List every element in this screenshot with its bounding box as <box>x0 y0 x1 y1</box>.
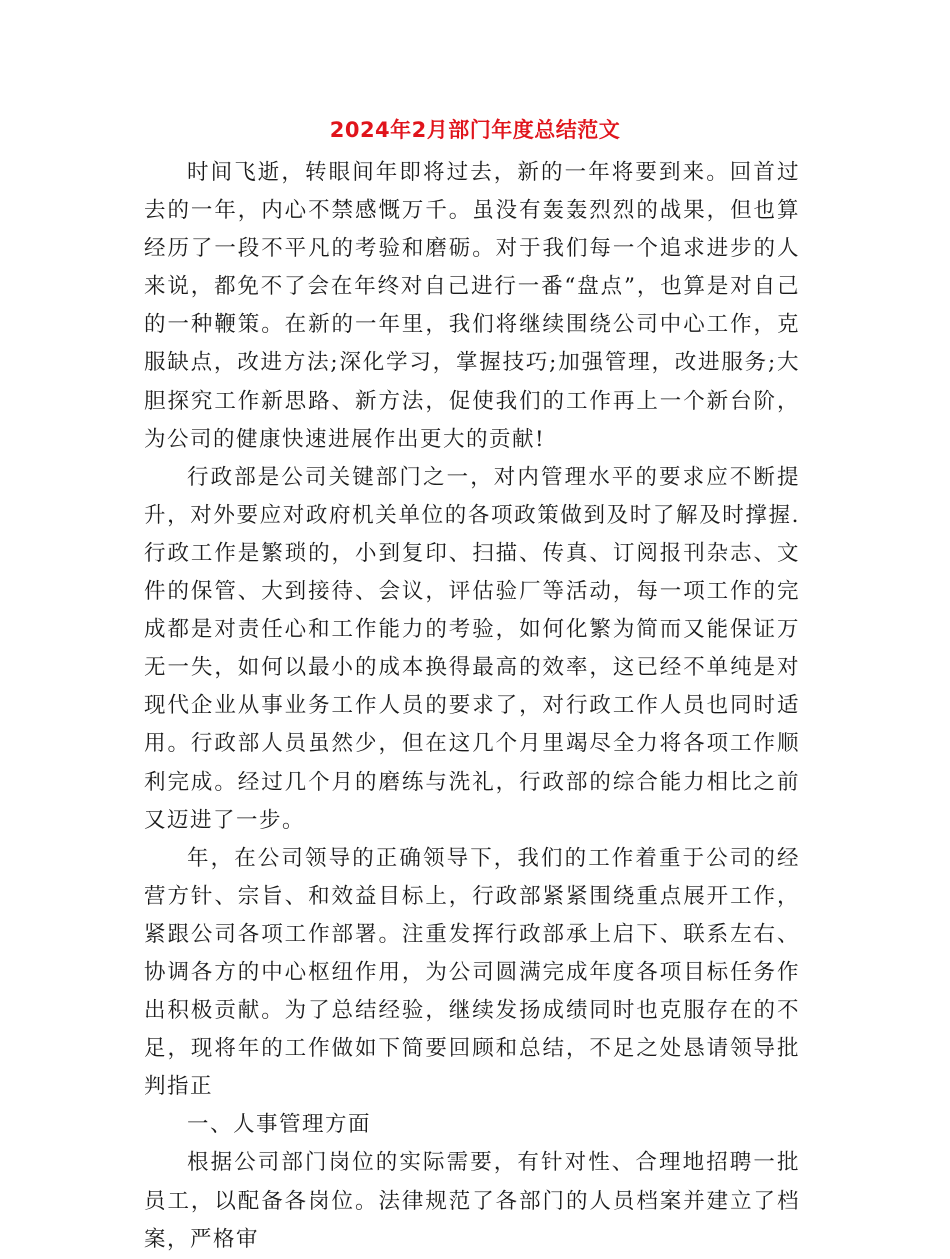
paragraph-annual-work: 年，在公司领导的正确领导下，我们的工作着重于公司的经营方针、宗旨、和效益目标上，行政部紧紧围绕重点展开工作，紧跟公司各项工作部署。注重发挥行政部承上启下、联系左右、协调各方的中心枢纽作用，为公司圆满完成年度各项目标任务作出积极贡献。为了总结经验，继续发扬成绩同时也克服存在的不足，现将年的工作做如下简要回顾和总结，不足之处恳请领导批判指正 <box>144 845 800 1100</box>
paragraph-admin-department: 行政部是公司关键部门之一，对内管理水平的要求应不断提升，对外要应对政府机关单位的各项政策做到及时了解及时撑握.行政工作是繁琐的，小到复印、扫描、传真、订阅报刊杂志、文件的保管、大到接待、会议，评估验厂等活动，每一项工作的完成都是对责任心和工作能力的考验，如何化繁为简而又能保证万无一失，如何以最小的成本换得最高的效率，这已经不单纯是对现代企业从事业务工作人员的要求了，对行政工作人员也同时适用。行政部人员虽然少，但在这几个月里竭尽全力将各项工作顺利完成。经过几个月的磨练与洗礼，行政部的综合能力相比之前又迈进了一步。 <box>144 464 800 833</box>
paragraph-personnel: 根据公司部门岗位的实际需要，有针对性、合理地招聘一批员工，以配备各岗位。法律规范了各部门的人员档案并建立了档案，严格审 <box>144 1150 800 1252</box>
section-heading-personnel: 一、人事管理方面 <box>187 1112 372 1138</box>
document-body <box>144 154 800 1259</box>
paragraph-intro: 时间飞逝，转眼间年即将过去，新的一年将要到来。回首过去的一年，内心不禁感慨万千。虽没有轰轰烈烈的战果，但也算经历了一段不平凡的考验和磨砺。对于我们每一个追求进步的人来说，都免不了会在年终对自己进行一番“盘点”，也算是对自己的一种鞭策。在新的一年里，我们将继续围绕公司中心工作，克服缺点，改进方法;深化学习，掌握技巧;加强管理，改进服务;大胆探究工作新思路、新方法，促使我们的工作再上一个新台阶，为公司的健康快速进展作出更大的贡献! <box>144 160 800 452</box>
document-title: 2024年2月部门年度总结范文 <box>329 118 621 142</box>
